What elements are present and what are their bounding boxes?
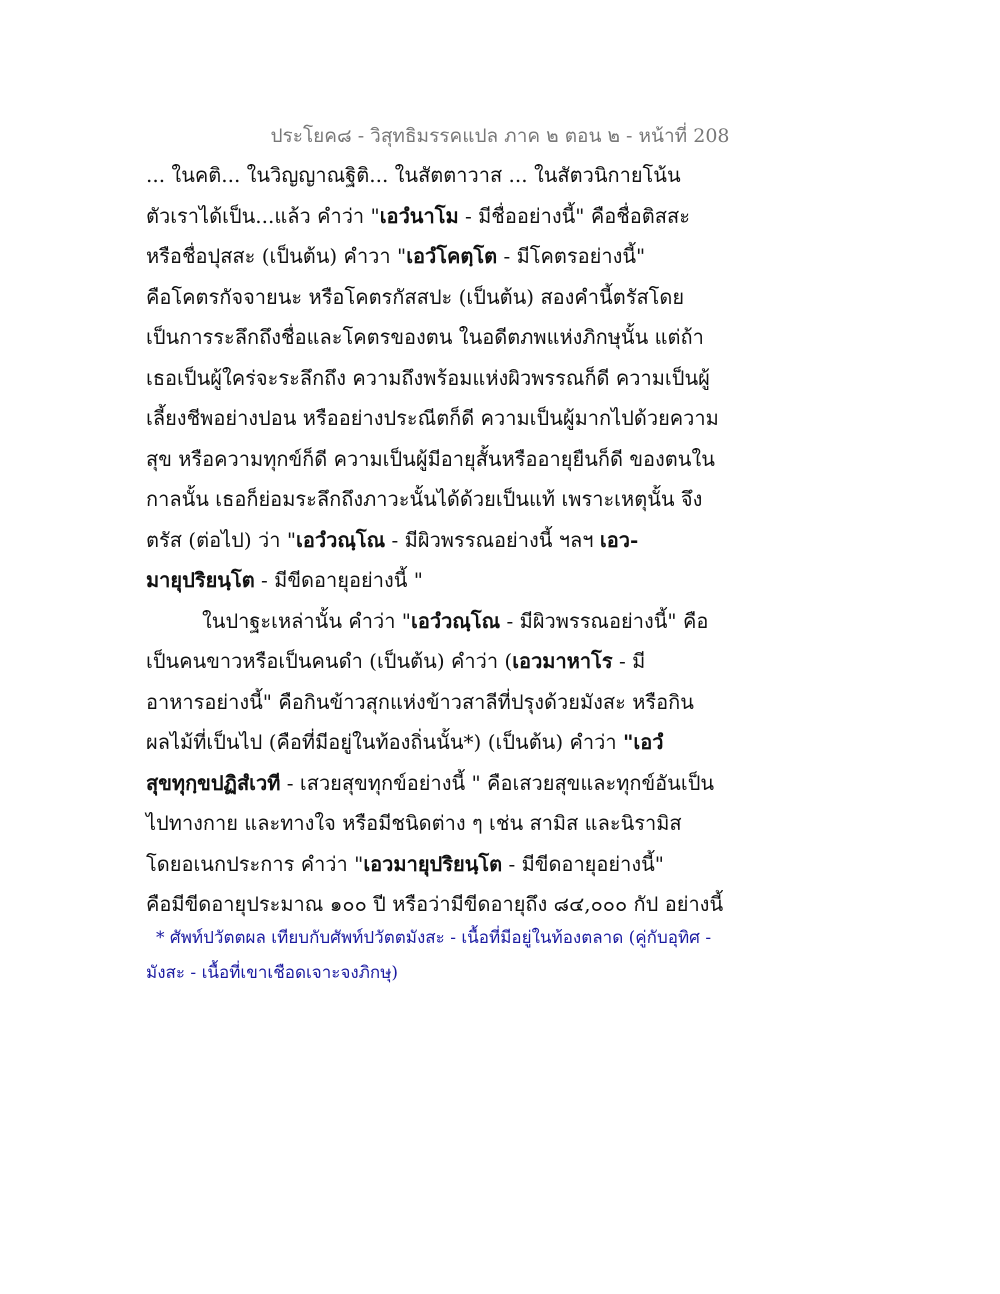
text-segment: สุข หรือความทุกข์ก็ดี ความเป็นผู้มีอายุสั้นหรืออายุยืนก็ดี ของตนใน bbox=[146, 446, 715, 471]
text-line bbox=[146, 560, 866, 601]
pali-term: เอวมายุปริยนฺโต bbox=[363, 851, 503, 876]
text-segment: เป็นคนขาวหรือเป็นคนดำ (เป็นต้น) คำว่า ( bbox=[146, 649, 513, 673]
text-segment: อาหารอย่างนี้" คือกินข้าวสุกแห่งข้าวสาลีที่ปรุงด้วยมังสะ หรือกิน bbox=[146, 689, 694, 714]
pali-term: เอวมาหาโร bbox=[512, 649, 613, 673]
text-segment: เลี้ยงชีพอย่างปอน หรืออย่างประณีตก็ดี ความเป็นผู้มากไปด้วยความ bbox=[146, 406, 719, 430]
text-segment: กาลนั้น เธอก็ย่อมระลึกถึงภาวะนั้นได้ด้วยเป็นแท้ เพราะเหตุนั้น จึง bbox=[146, 487, 703, 511]
text-line bbox=[146, 358, 866, 399]
text-segment: เป็นการระลึกถึงชื่อและโคตรของตน ในอดีตภพแห่งภิกษุนั้น แต่ถ้า bbox=[146, 325, 704, 349]
text-segment: - มีผิวพรรณอย่างนี้" คือ bbox=[500, 608, 709, 633]
pali-term: "เอวํ bbox=[622, 730, 664, 754]
text-segment: - มีขีดอายุอย่างนี้ " bbox=[254, 568, 423, 592]
text-segment: - มีชื่ออย่างนี้" คือชื่อติสสะ bbox=[458, 203, 690, 228]
text-line bbox=[146, 884, 866, 925]
text-line bbox=[146, 439, 866, 480]
text-segment: ตัวเราได้เป็น...แล้ว คำว่า " bbox=[146, 203, 380, 228]
text-segment: - มีโคตรอย่างนี้" bbox=[497, 244, 646, 268]
text-line bbox=[146, 479, 866, 520]
text-line bbox=[146, 155, 866, 196]
text-segment: ตรัส (ต่อไป) ว่า " bbox=[146, 527, 297, 552]
footnote-line: * ศัพท์ปวัตตผล เทียบกับศัพท์ปวัตตมังสะ - เนื้อที่มีอยู่ในท้องตลาด (คู่กับอุทิศ - bbox=[156, 928, 712, 948]
text-line bbox=[146, 196, 866, 237]
text-line bbox=[146, 277, 866, 318]
pali-term: เอวํวณฺโณ bbox=[296, 527, 386, 552]
text-segment: - เสวยสุขทุกข์อย่างนี้ " คือเสวยสุขและทุกข์อันเป็น bbox=[280, 770, 715, 795]
pali-term: เอวํนาโม bbox=[379, 203, 459, 228]
text-segment: ... ในคติ... ในวิญญาณฐิติ... ในสัตตาวาส ... ในสัตวนิกายโน้น bbox=[146, 163, 681, 187]
text-segment: - มี bbox=[612, 649, 646, 673]
text-line bbox=[146, 844, 866, 885]
text-segment: ผลไม้ที่เป็นไป (คือที่มีอยู่ในท้องถิ่นนั้น*) (เป็นต้น) คำว่า bbox=[146, 730, 623, 754]
footnote bbox=[146, 921, 866, 991]
pali-term: เอวํโคตฺโต bbox=[406, 244, 498, 268]
text-line bbox=[146, 317, 866, 358]
text-line bbox=[146, 398, 866, 439]
text-line bbox=[146, 236, 866, 277]
text-line bbox=[146, 641, 866, 682]
text-line bbox=[146, 520, 866, 561]
text-line bbox=[146, 722, 866, 763]
pali-term: สุขทุกฺขปฏิสํเวที bbox=[146, 770, 281, 795]
text-segment: หรือชื่อปุสสะ (เป็นต้น) คำวา " bbox=[146, 244, 407, 268]
body-text bbox=[146, 155, 866, 925]
text-segment: - มีขีดอายุอย่างนี้" bbox=[502, 851, 664, 876]
pali-term: เอว- bbox=[599, 527, 639, 552]
footnote-line: มังสะ - เนื้อที่เขาเชือดเจาะจงภิกษุ) bbox=[146, 963, 399, 983]
text-segment: คือมีขีดอายุประมาณ ๑๐๐ ปี หรือว่ามีขีดอายุถึง ๘๔,๐๐๐ กัป อย่างนี้ bbox=[146, 892, 724, 916]
page-header: ประโยค๘ - วิสุทธิมรรคแปล ภาค ๒ ตอน ๒ - หน้าที่ 208 bbox=[270, 125, 730, 147]
text-segment: ไปทางกาย และทางใจ หรือมีชนิดต่าง ๆ เช่น สามิส และนิรามิส bbox=[146, 811, 682, 835]
pali-term: มายุปริยนฺโต bbox=[146, 568, 255, 592]
text-line bbox=[146, 682, 866, 723]
text-line bbox=[146, 601, 866, 642]
text-line bbox=[146, 763, 866, 804]
text-segment: - มีผิวพรรณอย่างนี้ ฯลฯ bbox=[385, 527, 600, 552]
text-segment: โดยอเนกประการ คำว่า " bbox=[146, 851, 364, 876]
text-segment: คือโคตรกัจจายนะ หรือโคตรกัสสปะ (เป็นต้น) สองคำนี้ตรัสโดย bbox=[146, 284, 685, 309]
text-segment: ในปาฐะเหล่านั้น คำว่า " bbox=[202, 608, 411, 633]
pali-term: เอวํวณฺโณ bbox=[410, 608, 501, 633]
text-line bbox=[146, 803, 866, 844]
text-segment: เธอเป็นผู้ใคร่จะระลึกถึง ความถึงพร้อมแห่งผิวพรรณก็ดี ความเป็นผู้ bbox=[146, 365, 710, 390]
